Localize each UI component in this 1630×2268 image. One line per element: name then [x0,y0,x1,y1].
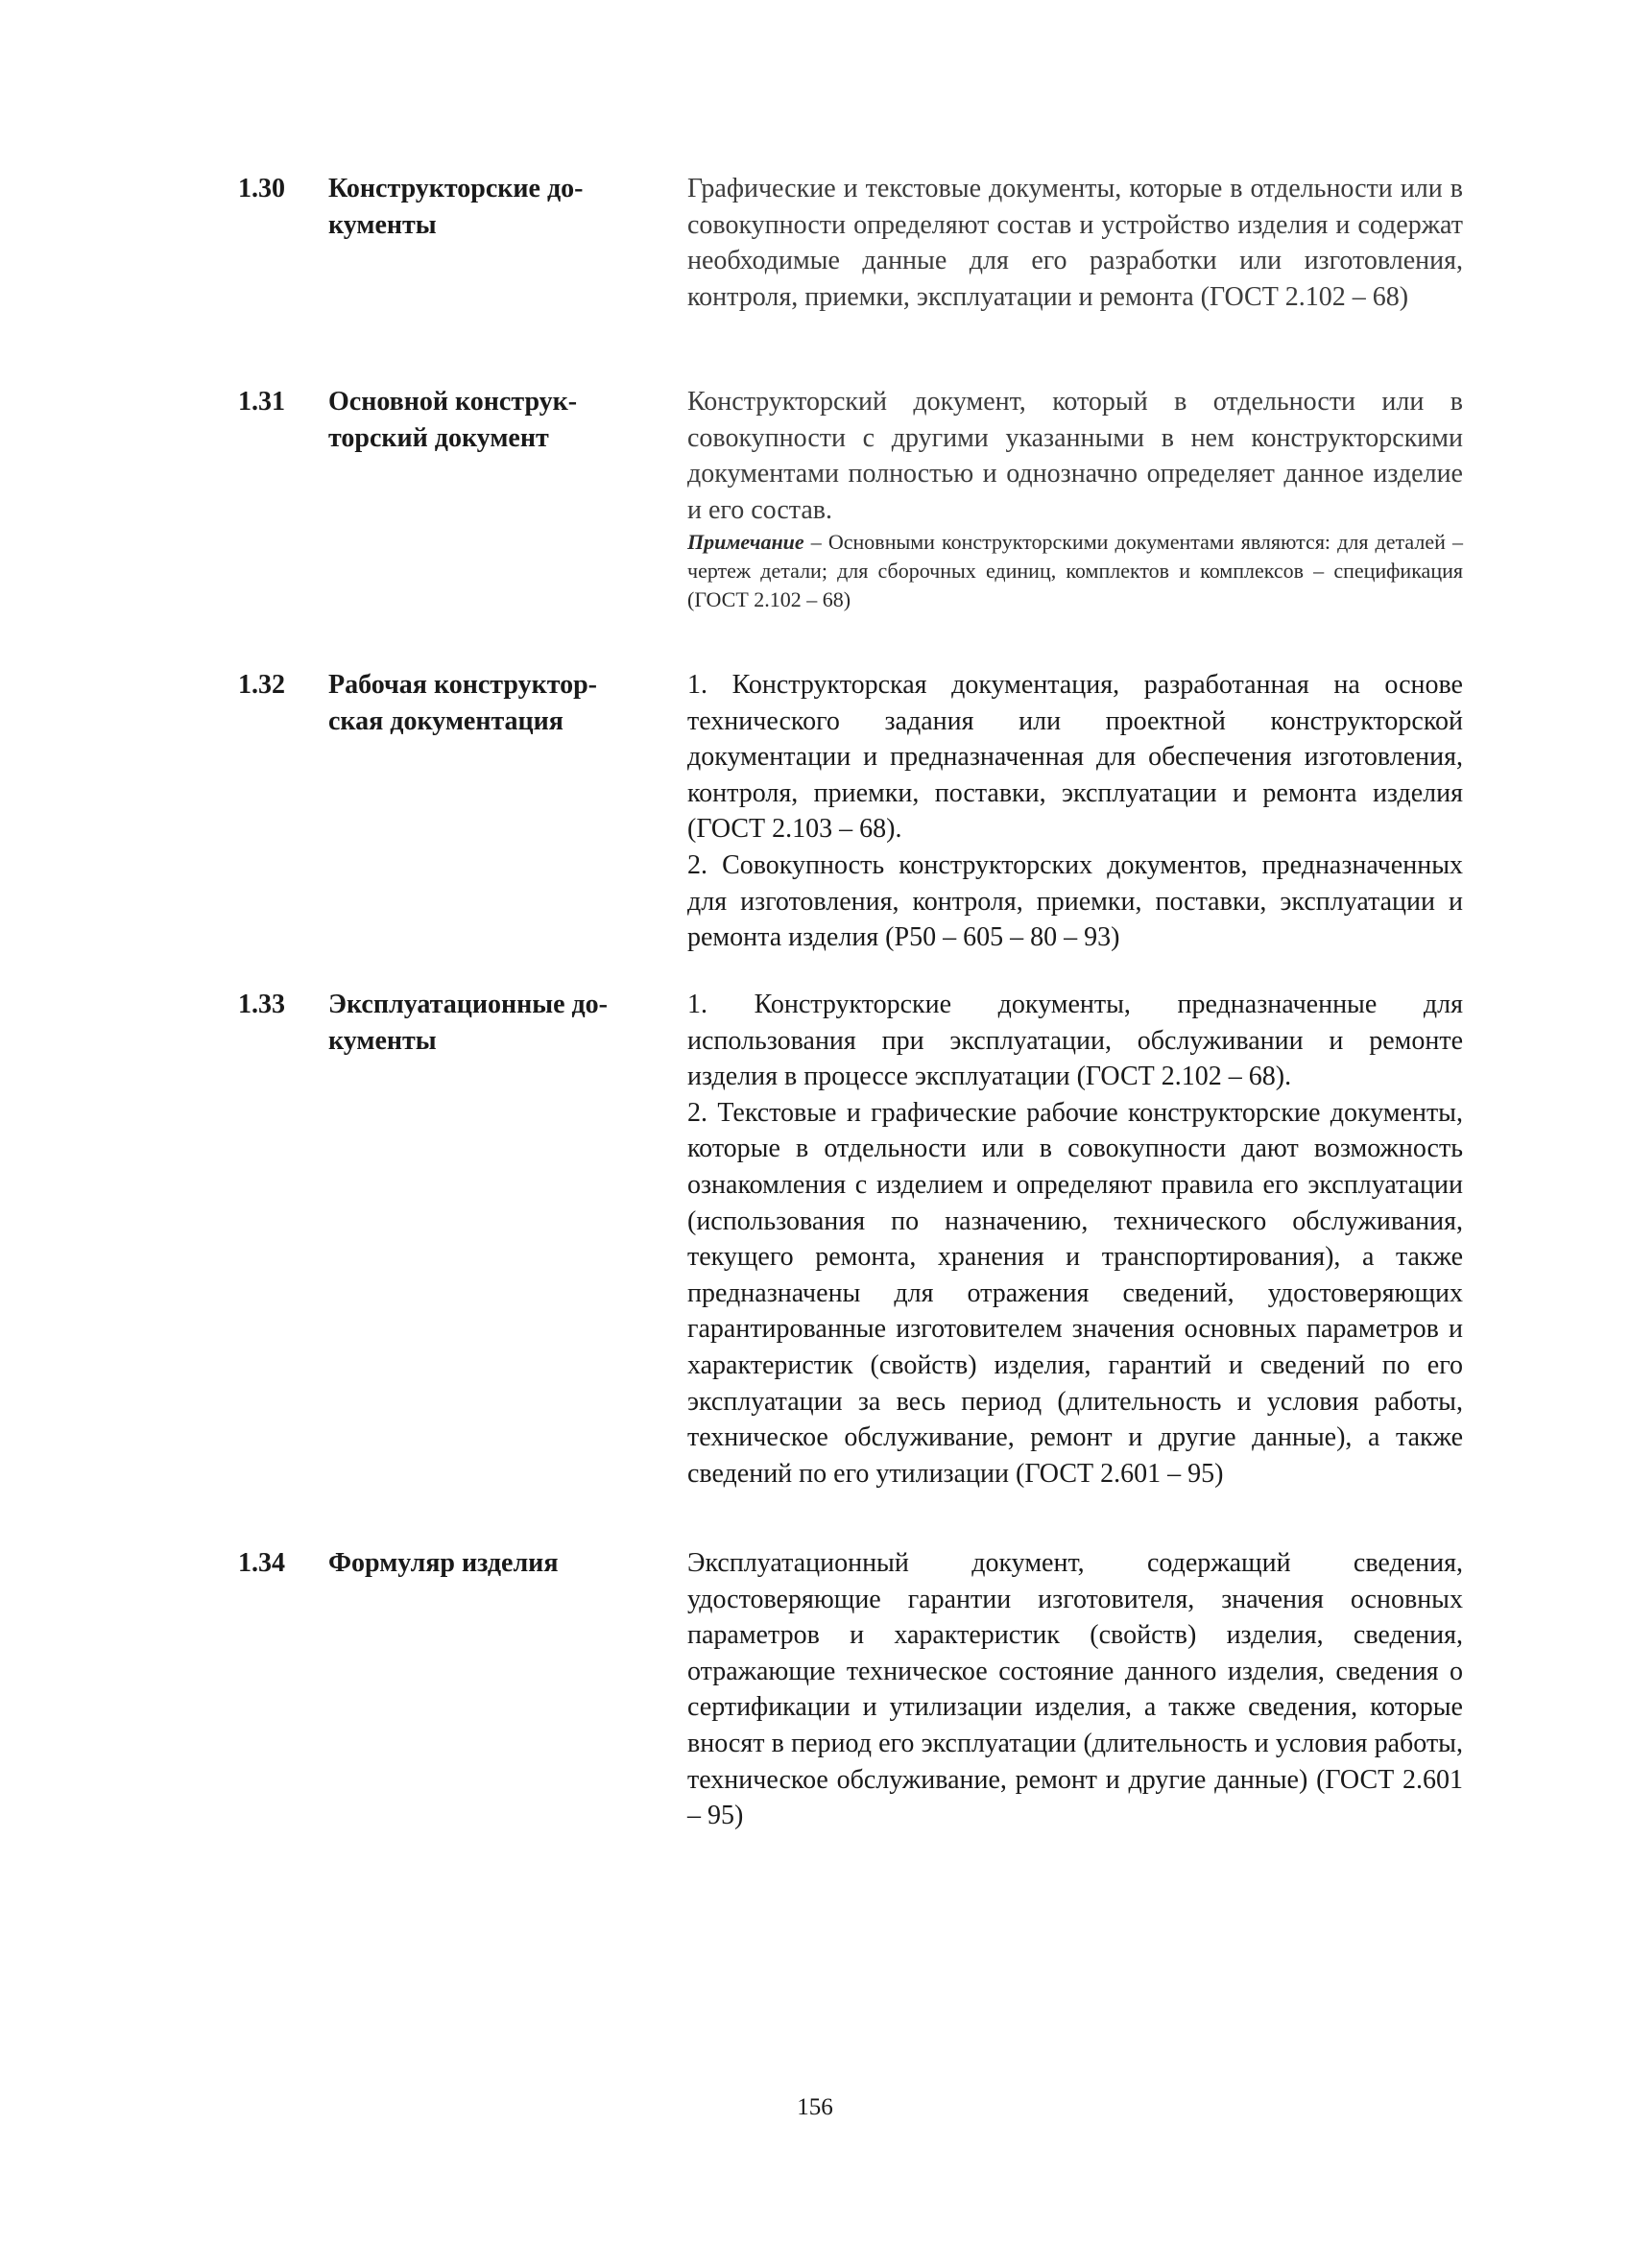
term-title: Основной конструк-торский документ [328,387,578,453]
term-definition: Конструкторский документ, который в отдельности или в совокупности с другими указанными в нем конструкторскими документами полностью и однозначно определяет данное изделие и его состав. [687,387,1463,525]
page-number: 156 [797,2094,833,2120]
term-number: 1.33 [238,990,285,1019]
term-definition: Графические и текстовые документы, которые в отдельности или в совокупности определяют состав и устройство изделия и содержат необходимые данные для его разработки или изготовления, контроля, приемки, эксплуатации и ремонта (ГОСТ 2.102 – 68) [687,174,1463,312]
note-label: Примечание [687,530,804,555]
term-definition-2: 2. Текстовые и графические рабочие конструкторские документы, которые в отдельности или в совокупности дают возможность ознакомления с изделием и определяют правила его эксплуатации (использования по назначению, технического обслуживания, текущего ремонта, хранения и транспортирования), а также предназначены для отражения сведений, удостоверяющих гарантированные изготовителем значения основных параметров и характеристик (свойств) изделия, гарантий и сведений по его эксплуатации за весь период (длительность и условия работы, техническое обслуживание, ремонт и другие данные), а также сведений по его утилизации (ГОСТ 2.601 – 95) [687,1097,1463,1489]
note-text: – Основными конструкторскими документами являются: для деталей – чертеж детали; для сборочных единиц, комплектов и комплексов – спецификация (ГОСТ 2.102 – 68) [687,530,1463,612]
term-number: 1.31 [238,387,285,417]
term-title: Эксплуатационные до-кументы [328,990,609,1056]
term-title: Конструкторские до-кументы [328,174,584,240]
term-title: Рабочая конструктор-ская документация [328,670,597,736]
term-number: 1.32 [238,670,285,700]
term-definition-block [687,987,1463,1492]
term-number: 1.30 [238,174,285,203]
term-note [687,528,1463,614]
term-definition-1: 1. Конструкторские документы, предназначенные для использования при эксплуатации, обслуживании и ремонте изделия в процессе эксплуатации (ГОСТ 2.102 – 68). [687,990,1463,1092]
term-definition-block [687,667,1463,956]
term-definition: Эксплуатационный документ, содержащий сведения, удостоверяющие гарантии изготовителя, значения основных параметров и характеристик (свойств) изделия, сведения, отражающие техническое состояние данного изделия, сведения о сертификации и утилизации изделия, а также сведения, которые вносят в период его эксплуатации (длительность и условия работы, техническое обслуживание, ремонт и другие данные) (ГОСТ 2.601 – 95) [687,1548,1463,1831]
term-title: Формуляр изделия [328,1548,559,1578]
term-definition-2: 2. Совокупность конструкторских документов, предназначенных для изготовления, контроля, приемки, поставки, эксплуатации и ремонта изделия (Р50 – 605 – 80 – 93) [687,849,1463,953]
term-number: 1.34 [238,1548,285,1578]
term-definition-1: 1. Конструкторская документация, разработанная на основе технического задания или проектной конструкторской документации и предназначенная для обеспечения изготовления, контроля, приемки, поставки, эксплуатации и ремонта изделия (ГОСТ 2.103 – 68). [687,670,1463,845]
term-definition-block [687,384,1463,614]
